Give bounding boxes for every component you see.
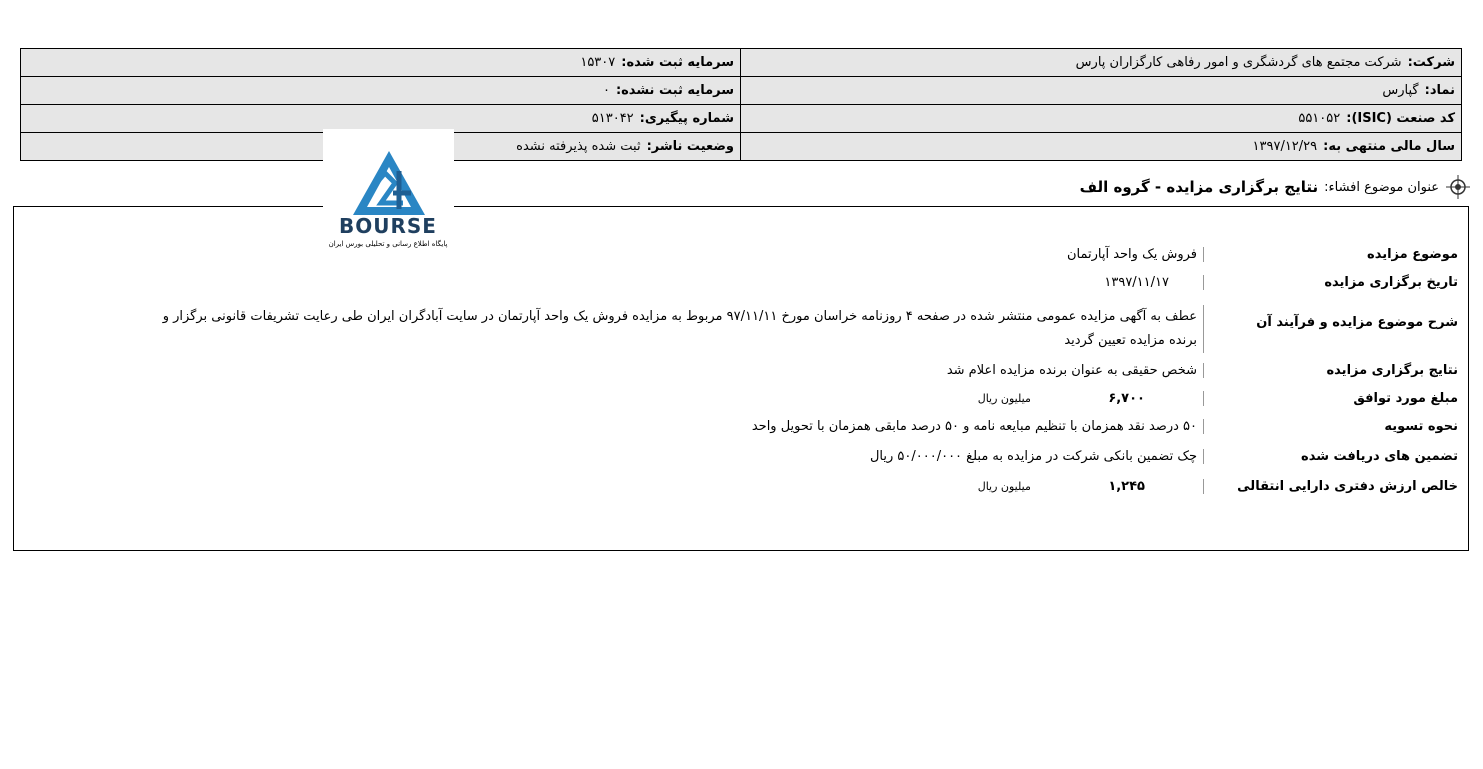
amount-unit: میلیون ریال — [977, 392, 1031, 405]
date-label: تاریخ برگزاری مزایده — [1203, 275, 1468, 290]
amount-cell — [978, 391, 1203, 406]
isic-value: ۵۵۱۰۵۲ — [1298, 111, 1341, 126]
book-value-label: خالص ارزش دفتری دارایی انتقالی — [1203, 479, 1468, 494]
logo-text: BOURSE — [339, 214, 437, 238]
tracking-label: شماره پیگیری: — [639, 111, 734, 126]
title-prefix: عنوان موضوع افشاء: — [1324, 179, 1439, 195]
unregistered-capital-label: سرمایه ثبت نشده: — [615, 83, 734, 98]
book-value-row — [978, 479, 1468, 494]
logo-mark-icon — [323, 129, 454, 251]
publisher-status-value: ثبت شده پذیرفته نشده — [516, 139, 641, 154]
book-value-value: ۱,۲۴۵ — [1108, 479, 1145, 494]
book-value-cell — [978, 479, 1203, 494]
settlement-row — [752, 419, 1468, 434]
amount-label: مبلغ مورد توافق — [1203, 391, 1468, 406]
company-cell — [741, 49, 1462, 77]
registered-capital-cell — [21, 49, 741, 77]
isic-cell — [741, 105, 1462, 133]
company-info-table — [20, 48, 1462, 161]
guarantee-row — [870, 449, 1468, 464]
target-icon — [1445, 174, 1471, 200]
date-value: ۱۳۹۷/۱۱/۱۷ — [1104, 275, 1169, 290]
title-main: نتایج برگزاری مزایده - گروه الف — [1079, 178, 1319, 196]
guarantee-value: چک تضمین بانکی شرکت در مزایده به مبلغ ۵۰/۰۰۰/۰۰۰ ریال — [869, 449, 1197, 464]
amount-value: ۶,۷۰۰ — [1108, 391, 1145, 406]
description-row — [137, 305, 1468, 353]
book-value-unit: میلیون ریال — [977, 480, 1031, 493]
settlement-label: نحوه تسویه — [1203, 419, 1468, 434]
subject-label: موضوع مزایده — [1203, 247, 1468, 262]
date-row — [1104, 275, 1468, 290]
settlement-value: ۵۰ درصد نقد همزمان با تنظیم مبایعه نامه و ۵۰ درصد مابقی همزمان با تحویل واحد — [751, 419, 1197, 434]
subject-row — [1067, 247, 1468, 262]
publisher-status-label: وضعیت ناشر: — [646, 139, 734, 154]
amount-row — [978, 391, 1468, 406]
company-value: شرکت مجتمع های گردشگری و امور رفاهی کارگزاران پارس — [1075, 55, 1402, 70]
unregistered-capital-value: ۰ — [602, 83, 610, 98]
result-row — [947, 363, 1468, 378]
symbol-cell — [741, 77, 1462, 105]
logo-subtitle: پایگاه اطلاع رسانی و تحلیلی بورس ایران — [328, 240, 448, 248]
auction-details-box — [13, 206, 1469, 551]
header-row-1 — [21, 49, 1462, 77]
header-row-3 — [21, 105, 1462, 133]
registered-capital-value: ۱۵۳۰۷ — [580, 55, 616, 70]
company-label: شرکت: — [1407, 55, 1455, 70]
symbol-value: گپارس — [1382, 83, 1419, 98]
result-label: نتایج برگزاری مزایده — [1203, 363, 1468, 378]
subject-value: فروش یک واحد آپارتمان — [1066, 247, 1197, 262]
fiscal-year-label: سال مالی منتهی به: — [1323, 139, 1455, 154]
unregistered-capital-cell — [21, 77, 741, 105]
symbol-label: نماد: — [1424, 83, 1455, 98]
isic-label: کد صنعت (ISIC): — [1346, 111, 1455, 126]
fiscal-year-cell — [741, 133, 1462, 161]
header-row-2 — [21, 77, 1462, 105]
bourse24-logo — [323, 129, 454, 251]
header-row-4 — [21, 133, 1462, 161]
description-label: شرح موضوع مزایده و فرآیند آن — [1203, 305, 1468, 353]
registered-capital-label: سرمایه ثبت شده: — [621, 55, 734, 70]
guarantee-label: تضمین های دریافت شده — [1203, 449, 1468, 464]
result-value: شخص حقیقی به عنوان برنده مزایده اعلام شد — [946, 363, 1197, 378]
disclosure-title — [1080, 174, 1471, 200]
description-value: عطف به آگهی مزایده عمومی منتشر شده در صفحه ۴ روزنامه خراسان مورخ ۹۷/۱۱/۱۱ مربوط به مزایده فروش یک واحد آپارتمان در سایت آبادگران ایران طی رعایت تشریفات قانونی برگزار و برنده مزایده تعیین گردید — [162, 309, 1197, 348]
tracking-value: ۵۱۳۰۴۲ — [591, 111, 634, 126]
fiscal-year-value: ۱۳۹۷/۱۲/۲۹ — [1252, 139, 1318, 154]
